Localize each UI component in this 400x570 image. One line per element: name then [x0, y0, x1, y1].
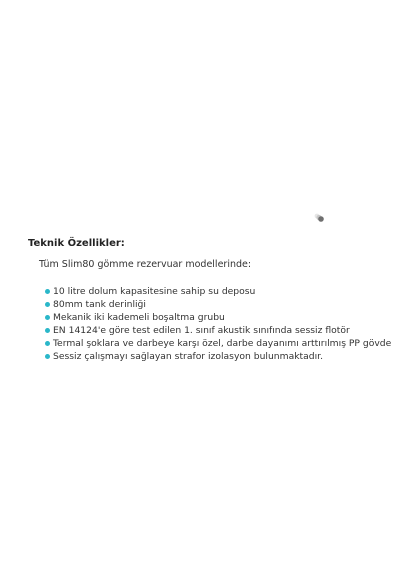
specs-intro: Tüm Slim80 gömme rezervuar modellerinde: [39, 259, 252, 270]
feature-text: Sessiz çalışmayı sağlayan strafor izolasyon bulunmaktadır. [53, 351, 323, 362]
specs-heading: Teknik Özellikler: [28, 238, 125, 249]
bullet-icon [45, 354, 50, 359]
list-item [45, 350, 388, 363]
feature-text: EN 14124'e göre test edilen 1. sınıf akustik sınıfında sessiz flotör [53, 325, 350, 336]
feature-text: 80mm tank derinliği [53, 299, 146, 310]
list-item [45, 285, 388, 298]
bullet-icon [45, 302, 50, 307]
list-item [45, 337, 392, 350]
feature-text: Mekanik iki kademeli boşaltma grubu [53, 312, 225, 323]
feature-text: Termal şoklara ve darbeye karşı özel, darbe dayanımı arttırılmış PP gövde [53, 338, 392, 349]
bullet-icon [45, 315, 50, 320]
bullet-icon [45, 328, 50, 333]
bullet-icon [45, 341, 50, 346]
list-item [45, 298, 388, 311]
list-item [45, 324, 388, 337]
loading-spinner-icon [312, 210, 326, 224]
feature-text: 10 litre dolum kapasitesine sahip su deposu [53, 286, 256, 297]
technical-specs-section [28, 237, 392, 363]
list-item [45, 311, 388, 324]
features-list [45, 285, 392, 363]
bullet-icon [45, 289, 50, 294]
